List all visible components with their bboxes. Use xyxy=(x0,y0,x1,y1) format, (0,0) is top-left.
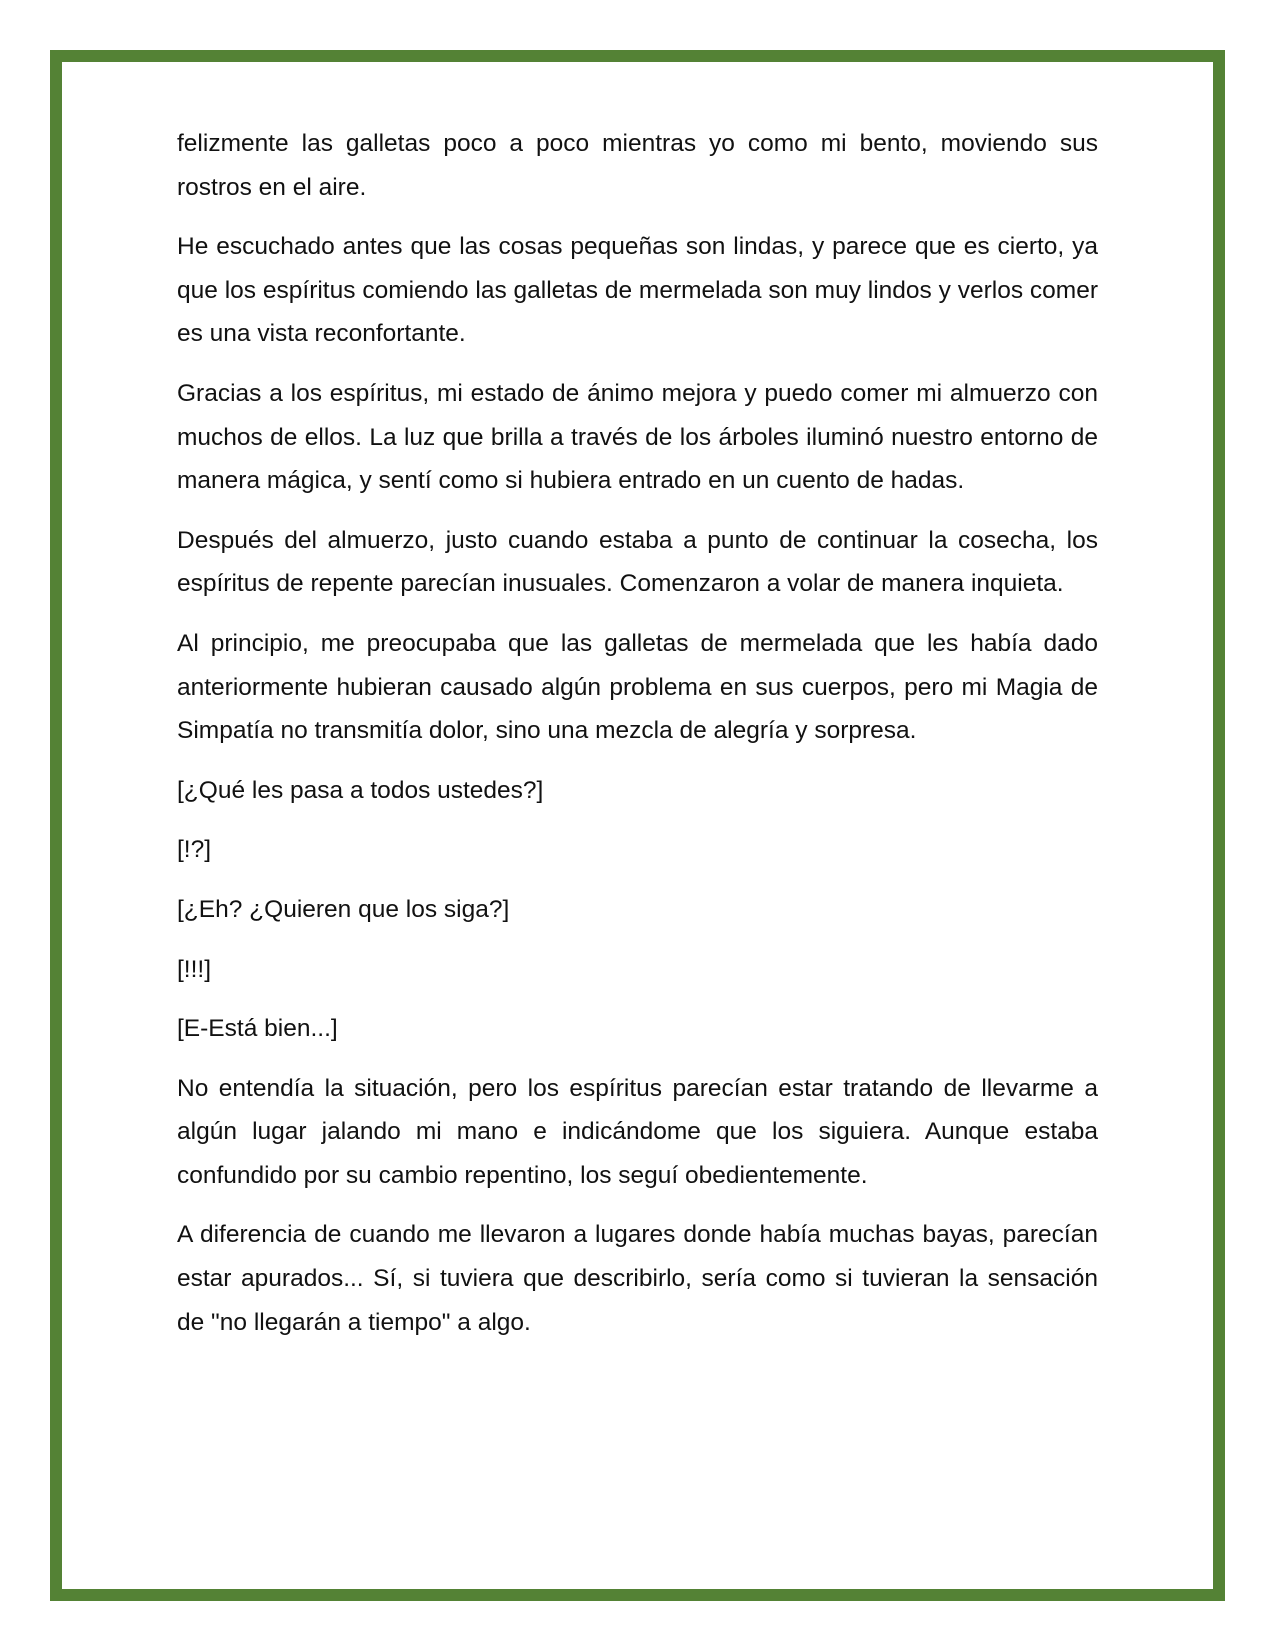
document-body xyxy=(177,122,1098,1360)
paragraph: Al principio, me preocupaba que las galletas de mermelada que les había dado anteriormente hubieran causado algún problema en sus cuerpos, pero mi Magia de Simpatía no transmitía dolor, sino una mezcla de alegría y sorpresa. xyxy=(177,629,1098,745)
dialogue-line: [!?] xyxy=(177,836,212,864)
paragraph: felizmente las galletas poco a poco mientras yo como mi bento, moviendo sus rostros en el aire. xyxy=(177,130,1098,201)
dialogue-line: [!!!] xyxy=(177,955,212,983)
paragraph: No entendía la situación, pero los espíritus parecían estar tratando de llevarme a algún lugar jalando mi mano e indicándome que los siguiera. Aunque estaba confundido por su cambio repentino, los seguí obedientemente. xyxy=(177,1074,1098,1189)
paragraph: He escuchado antes que las cosas pequeñas son lindas, y parece que es cierto, ya que los espíritus comiendo las galletas de mermelada son muy lindos y verlos comer es una vista reconfortante. xyxy=(177,233,1098,348)
dialogue-line: [¿Qué les pasa a todos ustedes?] xyxy=(177,776,544,804)
dialogue-line: [¿Eh? ¿Quieren que los siga?] xyxy=(177,895,510,923)
dialogue-line: [E-Está bien...] xyxy=(177,1015,338,1043)
paragraph: Gracias a los espíritus, mi estado de ánimo mejora y puedo comer mi almuerzo con muchos de ellos. La luz que brilla a través de los árboles iluminó nuestro entorno de manera mágica, y sentí como si hubiera entrado en un cuento de hadas. xyxy=(177,379,1098,495)
paragraph: A diferencia de cuando me llevaron a lugares donde había muchas bayas, parecían estar apurados... Sí, si tuviera que describirlo, sería como si tuvieran la sensación de "no llegarán a tiempo" a algo. xyxy=(177,1221,1098,1336)
paragraph: Después del almuerzo, justo cuando estaba a punto de continuar la cosecha, los espíritus de repente parecían inusuales. Comenzaron a volar de manera inquieta. xyxy=(177,526,1098,598)
